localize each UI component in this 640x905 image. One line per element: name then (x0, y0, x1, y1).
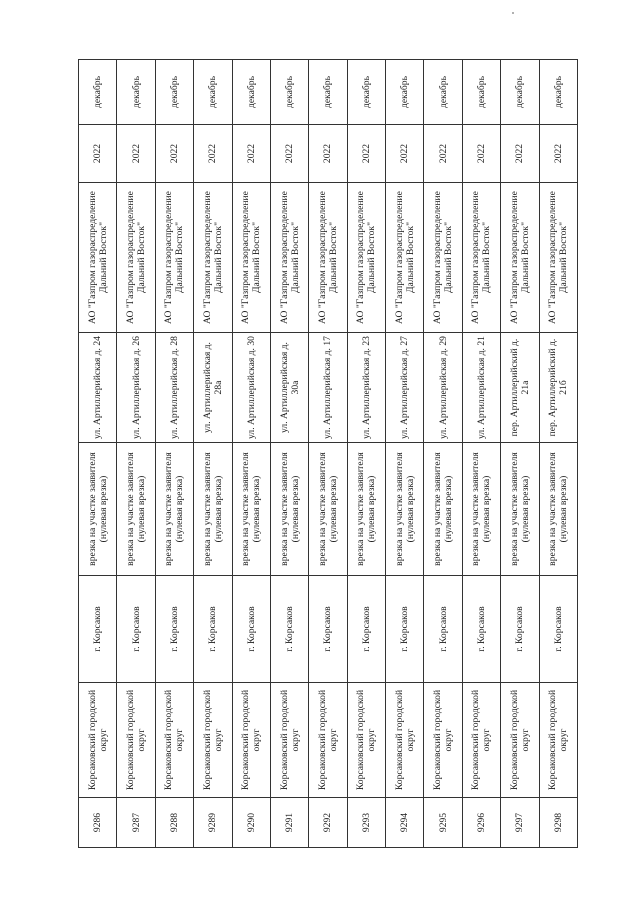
cell-city: г. Корсаков (501, 576, 539, 683)
cell-number: 9287 (117, 798, 155, 848)
cell-okrug: Корсаковский городской округ (270, 683, 308, 798)
cell-number: 9293 (347, 798, 385, 848)
cell-city: г. Корсаков (79, 576, 117, 683)
cell-year: 2022 (117, 125, 155, 183)
cell-month: декабрь (232, 60, 270, 125)
cell-year: 2022 (386, 125, 424, 183)
cell-organization: АО "Газпром газораспределение Дальний Восток" (79, 183, 117, 333)
cell-organization: АО "Газпром газораспределение Дальний Восток" (117, 183, 155, 333)
table-row (194, 60, 232, 848)
cell-address: ул. Артиллерийская д. 27 (386, 333, 424, 443)
cell-address: ул. Артиллерийская д. 26 (117, 333, 155, 443)
cell-address: ул. Артиллерийская д. 23 (347, 333, 385, 443)
cell-okrug: Корсаковский городской округ (347, 683, 385, 798)
cell-city: г. Корсаков (424, 576, 462, 683)
cell-month: декабрь (117, 60, 155, 125)
cell-city: г. Корсаков (117, 576, 155, 683)
cell-year: 2022 (501, 125, 539, 183)
rotated-table-frame (78, 60, 578, 848)
cell-address: ул. Артиллерийская д. 28 (155, 333, 193, 443)
cell-month: декабрь (462, 60, 500, 125)
cell-type: врезка на участке заявителя (нулевая врезка) (155, 443, 193, 576)
cell-okrug: Корсаковский городской округ (462, 683, 500, 798)
cell-type: врезка на участке заявителя (нулевая врезка) (79, 443, 117, 576)
cell-year: 2022 (155, 125, 193, 183)
cell-okrug: Корсаковский городской округ (194, 683, 232, 798)
table-row (501, 60, 539, 848)
cell-type: врезка на участке заявителя (нулевая врезка) (539, 443, 578, 576)
cell-number: 9291 (270, 798, 308, 848)
table-row (462, 60, 500, 848)
cell-month: декабрь (347, 60, 385, 125)
cell-city: г. Корсаков (386, 576, 424, 683)
cell-city: г. Корсаков (462, 576, 500, 683)
cell-address: ул. Артиллерийская д. 17 (309, 333, 347, 443)
cell-okrug: Корсаковский городской округ (232, 683, 270, 798)
cell-okrug: Корсаковский городской округ (424, 683, 462, 798)
gas-connection-table (78, 59, 578, 848)
cell-number: 9298 (539, 798, 578, 848)
scan-speck (512, 12, 514, 14)
cell-month: декабрь (194, 60, 232, 125)
cell-okrug: Корсаковский городской округ (386, 683, 424, 798)
cell-city: г. Корсаков (232, 576, 270, 683)
cell-type: врезка на участке заявителя (нулевая врезка) (232, 443, 270, 576)
cell-type: врезка на участке заявителя (нулевая врезка) (501, 443, 539, 576)
table-row (309, 60, 347, 848)
cell-organization: АО "Газпром газораспределение Дальний Восток" (155, 183, 193, 333)
cell-year: 2022 (462, 125, 500, 183)
cell-organization: АО "Газпром газораспределение Дальний Восток" (232, 183, 270, 333)
cell-number: 9286 (79, 798, 117, 848)
cell-organization: АО "Газпром газораспределение Дальний Восток" (270, 183, 308, 333)
cell-month: декабрь (501, 60, 539, 125)
cell-city: г. Корсаков (194, 576, 232, 683)
cell-number: 9296 (462, 798, 500, 848)
table-row (424, 60, 462, 848)
cell-city: г. Корсаков (309, 576, 347, 683)
cell-year: 2022 (347, 125, 385, 183)
cell-address: ул. Артиллерийская д. 28а (194, 333, 232, 443)
cell-city: г. Корсаков (539, 576, 578, 683)
cell-address: пер. Артиллерийский д. 21а (501, 333, 539, 443)
cell-type: врезка на участке заявителя (нулевая врезка) (386, 443, 424, 576)
cell-address: ул. Артиллерийская д. 30 (232, 333, 270, 443)
table-row (539, 60, 578, 848)
cell-year: 2022 (232, 125, 270, 183)
cell-address: ул. Артиллерийская д. 24 (79, 333, 117, 443)
cell-address: ул. Артиллерийская д. 29 (424, 333, 462, 443)
cell-type: врезка на участке заявителя (нулевая врезка) (270, 443, 308, 576)
table-container (78, 60, 578, 848)
cell-organization: АО "Газпром газораспределение Дальний Восток" (194, 183, 232, 333)
cell-month: декабрь (309, 60, 347, 125)
cell-type: врезка на участке заявителя (нулевая врезка) (462, 443, 500, 576)
cell-organization: АО "Газпром газораспределение Дальний Восток" (347, 183, 385, 333)
cell-year: 2022 (539, 125, 578, 183)
cell-type: врезка на участке заявителя (нулевая врезка) (117, 443, 155, 576)
cell-okrug: Корсаковский городской округ (309, 683, 347, 798)
cell-okrug: Корсаковский городской округ (501, 683, 539, 798)
cell-organization: АО "Газпром газораспределение Дальний Восток" (424, 183, 462, 333)
cell-type: врезка на участке заявителя (нулевая врезка) (194, 443, 232, 576)
cell-month: декабрь (386, 60, 424, 125)
cell-address: ул. Артиллерийская д. 21 (462, 333, 500, 443)
cell-month: декабрь (424, 60, 462, 125)
cell-okrug: Корсаковский городской округ (155, 683, 193, 798)
cell-month: декабрь (270, 60, 308, 125)
table-row (386, 60, 424, 848)
cell-type: врезка на участке заявителя (нулевая врезка) (347, 443, 385, 576)
cell-okrug: Корсаковский городской округ (539, 683, 578, 798)
cell-year: 2022 (309, 125, 347, 183)
cell-month: декабрь (79, 60, 117, 125)
cell-year: 2022 (270, 125, 308, 183)
cell-address: пер. Артиллерийский д. 21б (539, 333, 578, 443)
cell-number: 9290 (232, 798, 270, 848)
cell-okrug: Корсаковский городской округ (79, 683, 117, 798)
cell-okrug: Корсаковский городской округ (117, 683, 155, 798)
cell-year: 2022 (424, 125, 462, 183)
cell-number: 9295 (424, 798, 462, 848)
cell-number: 9292 (309, 798, 347, 848)
cell-address: ул. Артиллерийская д. 30а (270, 333, 308, 443)
cell-organization: АО "Газпром газораспределение Дальний Восток" (501, 183, 539, 333)
cell-organization: АО "Газпром газораспределение Дальний Восток" (386, 183, 424, 333)
cell-number: 9294 (386, 798, 424, 848)
cell-city: г. Корсаков (155, 576, 193, 683)
cell-organization: АО "Газпром газораспределение Дальний Восток" (462, 183, 500, 333)
table-row (232, 60, 270, 848)
cell-type: врезка на участке заявителя (нулевая врезка) (309, 443, 347, 576)
cell-type: врезка на участке заявителя (нулевая врезка) (424, 443, 462, 576)
cell-city: г. Корсаков (270, 576, 308, 683)
cell-number: 9289 (194, 798, 232, 848)
cell-number: 9288 (155, 798, 193, 848)
cell-organization: АО "Газпром газораспределение Дальний Восток" (309, 183, 347, 333)
cell-month: декабрь (539, 60, 578, 125)
cell-year: 2022 (79, 125, 117, 183)
cell-organization: АО "Газпром газораспределение Дальний Восток" (539, 183, 578, 333)
cell-number: 9297 (501, 798, 539, 848)
table-row (347, 60, 385, 848)
table-row (79, 60, 117, 848)
cell-city: г. Корсаков (347, 576, 385, 683)
table-body (79, 60, 578, 848)
table-row (155, 60, 193, 848)
cell-month: декабрь (155, 60, 193, 125)
table-row (117, 60, 155, 848)
cell-year: 2022 (194, 125, 232, 183)
table-row (270, 60, 308, 848)
